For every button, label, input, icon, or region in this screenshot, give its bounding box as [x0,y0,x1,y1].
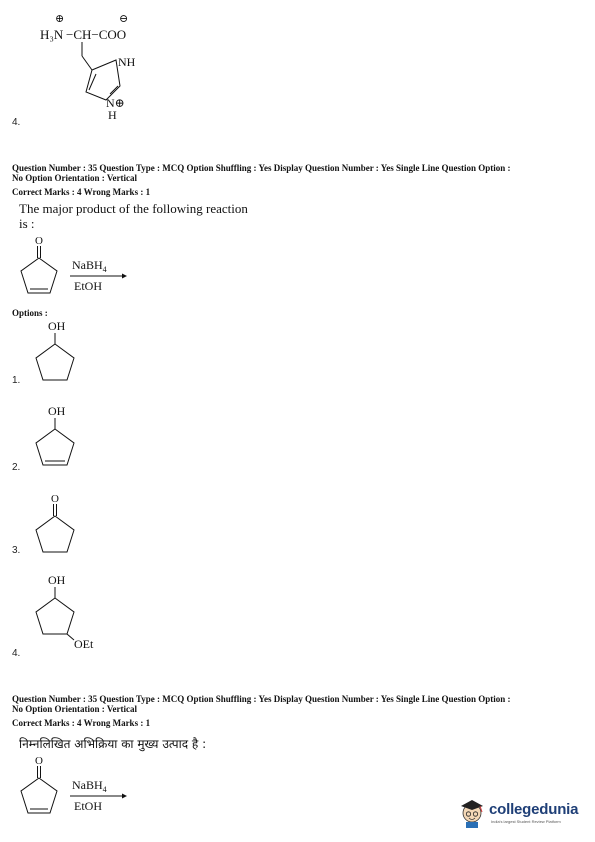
collegedunia-logo[interactable] [458,795,588,831]
prev-option-number: 4. [12,117,21,128]
option-3-number: 3. [12,545,21,556]
reagent-bottom: EtOH [74,279,102,293]
option-1-structure [28,318,88,388]
logo-tagline: India's largest Student Review Platform [491,819,561,824]
chain-label: −CH−COO [66,27,127,42]
option-2-structure [28,403,88,473]
reaction-scheme [14,232,144,304]
option-4-oet-label: OEt [74,637,94,651]
reagent-top-hindi: NaBH$_4$ [72,778,107,794]
question-text-hindi: निम्नलिखित अभिक्रिया का मुख्य उत्पाद है : [19,737,207,751]
option-2-number: 2. [12,462,21,473]
n-plus-label: N⊕ [106,96,125,110]
logo-wordmark: collegedunia [489,801,579,818]
option-1-oh-label: OH [48,319,66,333]
h3n-label: H₃N [40,27,64,42]
meta-line-1-hindi: Question Number : 35 Question Type : MCQ Option Shuffling : Yes Display Question Number : Yes Single Line Question Option : [12,694,511,704]
plus-charge-label: ⊕ [55,13,65,25]
question-text-line-1: The major product of the following reaction [19,201,248,216]
reagent-bottom-hindi: EtOH [74,799,102,813]
option-2-oh-label: OH [48,404,66,418]
meta-line-1: Question Number : 35 Question Type : MCQ Option Shuffling : Yes Display Question Number : Yes Single Line Question Option : [12,163,511,173]
option-1-number: 1. [12,375,21,386]
reagent-top: NaBH$_4$ [72,258,107,274]
option-3-o-label: O [51,493,59,505]
options-label: Options : [12,308,48,318]
mascot-icon [458,797,488,829]
h-label: H [108,108,117,122]
carbonyl-o-label: O [35,235,43,247]
minus-charge-label: ⊖ [119,13,129,25]
meta-line-2-hindi: No Option Orientation : Vertical [12,704,137,714]
marks-line-hindi: Correct Marks : 4 Wrong Marks : 1 [12,718,151,728]
question-text-line-2: is : [19,216,35,231]
option-4-oh-label: OH [48,573,66,587]
question-meta-hindi [12,694,587,714]
option-3-structure [28,490,88,560]
marks-line: Correct Marks : 4 Wrong Marks : 1 [12,187,151,197]
meta-line-2: No Option Orientation : Vertical [12,173,137,183]
carbonyl-o-label-hindi: O [35,755,43,767]
question-meta [12,163,587,183]
histidine-structure [30,8,160,128]
nh-label: NH [118,55,136,69]
option-4-number: 4. [12,648,21,659]
reaction-scheme-hindi [14,752,144,824]
option-4-structure [28,572,118,652]
